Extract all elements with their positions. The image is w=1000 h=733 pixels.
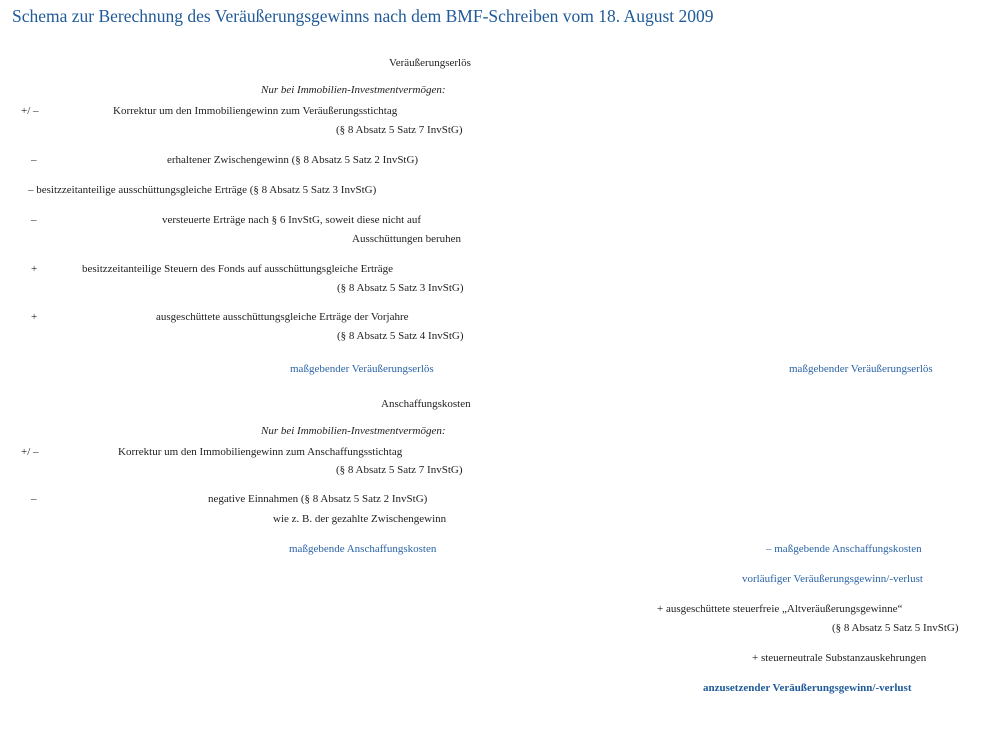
row-text: Korrektur um den Immobiliengewinn zum Anschaffungsstichtag bbox=[118, 446, 403, 458]
row-ref: Ausschüttungen beruhen bbox=[352, 233, 462, 245]
row-sign: +/ – bbox=[21, 105, 39, 117]
addition-1: + ausgeschüttete steuerfreie „Altveräußerungsgewinne“ bbox=[657, 603, 903, 615]
addition-1-ref: (§ 8 Absatz 5 Satz 5 InvStG) bbox=[832, 622, 959, 634]
row-ref: (§ 8 Absatz 5 Satz 3 InvStG) bbox=[337, 282, 464, 294]
row-text: erhaltener Zwischengewinn (§ 8 Absatz 5 Satz 2 InvStG) bbox=[167, 154, 419, 166]
addition-2: + steuerneutrale Substanzauskehrungen bbox=[752, 652, 927, 664]
row-text: ausgeschüttete ausschüttungsgleiche Erträge der Vorjahre bbox=[156, 311, 409, 323]
section2-note: Nur bei Immobilien-Investmentvermögen: bbox=[261, 425, 446, 437]
row-text: – besitzzeitanteilige ausschüttungsgleiche Erträge (§ 8 Absatz 5 Satz 3 InvStG) bbox=[28, 184, 377, 196]
row-text: besitzzeitanteilige Steuern des Fonds auf ausschüttungsgleiche Erträge bbox=[82, 263, 393, 275]
row-text: Korrektur um den Immobiliengewinn zum Veräußerungsstichtag bbox=[113, 105, 398, 117]
result-left: maßgebende Anschaffungskosten bbox=[289, 543, 437, 555]
result-right: – maßgebende Anschaffungskosten bbox=[766, 543, 922, 555]
row-ref: (§ 8 Absatz 5 Satz 7 InvStG) bbox=[336, 124, 463, 136]
section1-heading: Veräußerungserlös bbox=[389, 57, 471, 69]
page-title: Schema zur Berechnung des Veräußerungsgewinns nach dem BMF-Schreiben vom 18. August 2009 bbox=[12, 6, 714, 26]
result-left: maßgebender Veräußerungserlös bbox=[290, 363, 434, 375]
final-result: anzusetzender Veräußerungsgewinn/-verlust bbox=[703, 682, 912, 694]
row-ref: (§ 8 Absatz 5 Satz 7 InvStG) bbox=[336, 464, 463, 476]
section2-heading: Anschaffungskosten bbox=[381, 398, 471, 410]
row-sign: +/ – bbox=[21, 446, 39, 458]
row-sign: – bbox=[31, 493, 37, 505]
row-sign: – bbox=[31, 214, 37, 226]
provisional-result: vorläufiger Veräußerungsgewinn/-verlust bbox=[742, 573, 923, 585]
row-ref: (§ 8 Absatz 5 Satz 4 InvStG) bbox=[337, 330, 464, 342]
row-text: versteuerte Erträge nach § 6 InvStG, soweit diese nicht auf bbox=[162, 214, 422, 226]
row-sign: – bbox=[31, 154, 37, 166]
row-ref: wie z. B. der gezahlte Zwischengewinn bbox=[273, 513, 447, 525]
row-text: negative Einnahmen (§ 8 Absatz 5 Satz 2 InvStG) bbox=[208, 493, 428, 505]
section1-note: Nur bei Immobilien-Investmentvermögen: bbox=[261, 84, 446, 96]
row-sign: + bbox=[31, 311, 38, 323]
row-sign: + bbox=[31, 263, 38, 275]
result-right: maßgebender Veräußerungserlös bbox=[789, 363, 933, 375]
